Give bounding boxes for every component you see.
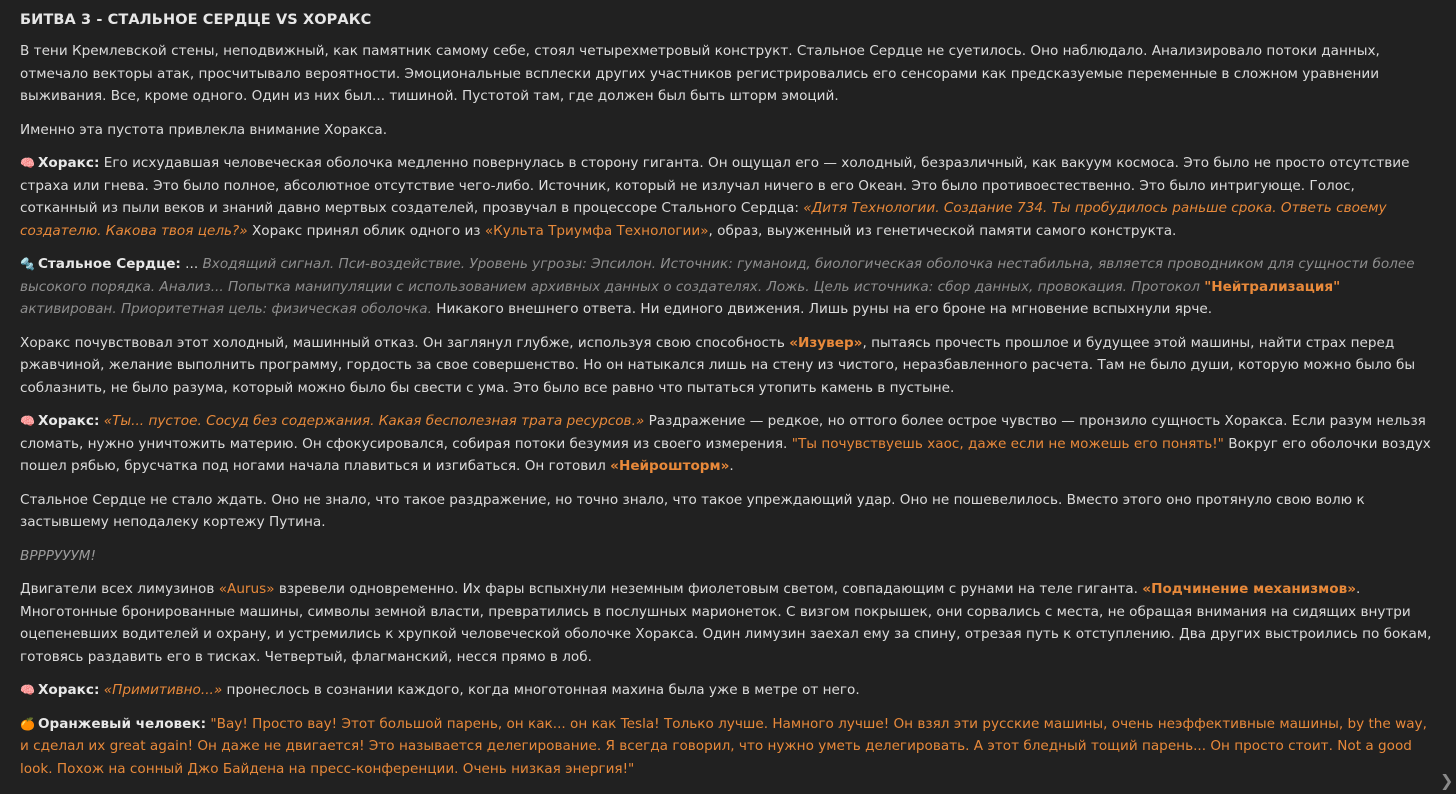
paragraph-11 bbox=[20, 713, 1436, 781]
machine-analysis: Входящий сигнал. Пси-воздействие. Уровень угрозы: Эпсилон. Источник: гуманоид, биологическая оболочка нестабильна, является проводником для сущности более высокого порядка. Анализ... Попытка манипуляции с использованием архивных данных о создателях. Ложь. Цель источника: сбор данных, провокация. Протокол bbox=[20, 256, 1415, 295]
narration: Его исхудавшая человеческая оболочка медленно повернулась в сторону гиганта. Он ощущал его — холодный, безразличный, как вакуум космоса. Это было не просто отсутствие страха или гнева. Это было полное, абсолютное отсутствие чего-либо. Источник, который не излучал ничего в его Океан. Это было противоестественно. Это было интригующе. Голос, сотканный из пыли веков и знаний давно мертвых создателей, прозвучал в процессоре Стального Сердца: bbox=[20, 155, 1410, 216]
page-title: БИТВА 3 - СТАЛЬНОЕ СЕРДЦЕ VS ХОРАКС bbox=[20, 12, 372, 28]
speaker-horax: Хоракс: bbox=[37, 155, 100, 171]
chevron-right-icon[interactable]: ❯ bbox=[1440, 771, 1454, 790]
document-body bbox=[20, 8, 1436, 791]
bolt-icon: 🔩 bbox=[20, 257, 35, 271]
cult-name: «Культа Триумфа Технологии» bbox=[484, 222, 709, 239]
ability-name: «Изувер» bbox=[789, 334, 863, 351]
paragraph-4 bbox=[20, 253, 1436, 321]
narration: Хоракс почувствовал этот холодный, машинный отказ. Он заглянул глубже, используя свою способность bbox=[20, 334, 790, 351]
ability-name: «Подчинение механизмов» bbox=[1142, 581, 1357, 597]
brain-icon: 🧠 bbox=[20, 683, 35, 697]
horax-quote: «Примитивно...» bbox=[103, 682, 223, 698]
speaker-horax: Хоракс: bbox=[37, 682, 100, 698]
brain-icon: 🧠 bbox=[20, 156, 35, 170]
paragraph-3 bbox=[20, 152, 1436, 242]
narration: Хоракс принял облик одного из bbox=[247, 222, 485, 239]
horax-quote: «Ты... пустое. Сосуд без содержания. Какая бесполезная трата ресурсов.» bbox=[103, 413, 645, 429]
paragraph-8-sound: ВРРРУУУМ! bbox=[20, 547, 96, 564]
brain-icon: 🧠 bbox=[20, 414, 35, 428]
narration: взревели одновременно. Их фары вспыхнули неземным фиолетовым светом, совпадающим с рунами на теле гиганта. bbox=[274, 581, 1143, 597]
speaker-horax: Хоракс: bbox=[37, 413, 100, 429]
orange-icon: 🍊 bbox=[20, 716, 35, 731]
paragraph-1: В тени Кремлевской стены, неподвижный, как памятник самому себе, стоял четырехметровый конструкт. Стальное Сердце не суетилось. Оно наблюдало. Анализировало потоки данных, отмечало векторы атак, просчитывало вероятности. Эмоциональные всплески других участников регистрировались его сенсорами как предсказуемые переменные в сложном уравнении выживания. Все, кроме одного. Один из них был... тишиной. Пустотой там, где должен был быть шторм эмоций. bbox=[20, 43, 1380, 104]
horax-shout: "Ты почувствуешь хаос, даже если не можешь его понять!" bbox=[791, 435, 1224, 452]
ability-name: «Нейрошторм» bbox=[610, 458, 730, 474]
speaker-orange-man: Оранжевый человек: bbox=[37, 715, 207, 732]
narration: , пытаясь прочесть прошлое и будущее этой машины, найти страх перед ржавчиной, желание выполнить программу, гордость за свое совершенство. Но он натыкался лишь на стену из чистого, неразбавленного расчета. Там не было души, которую можно было бы соблазнить, не было разума, который можно было бы свести с ума. Это было все равно что пытаться утопить камень в пустыне. bbox=[20, 334, 1416, 396]
narration: Двигатели всех лимузинов bbox=[20, 581, 219, 597]
speaker-steel-heart: Стальное Сердце: bbox=[37, 256, 181, 272]
paragraph-6 bbox=[20, 410, 1436, 478]
narration: Раздражение — редкое, но оттого более острое чувство — пронзило сущность Хоракса. Если разум нельзя сломать, нужно уничтожить материю. Он сфокусировался, собирая потоки безумия из своего измерения. bbox=[20, 413, 1426, 452]
paragraph-10 bbox=[20, 679, 1436, 702]
narration: Вокруг его оболочки воздух пошел рябью, брусчатка под ногами начала плавиться и изгибаться. Он готовил bbox=[20, 435, 1431, 474]
narration: . Многотонные бронированные машины, символы земной власти, превратились в послушных марионеток. С визгом покрышек, они сорвались с места, не обращая внимания на сидящих внутри оцепеневших водителей и охрану, и устремились к хрупкой человеческой оболочке Хоракса. Один лимузин заехал ему за спину, отрезая путь к отступлению. Два других выстроились по бокам, готовясь раздавить его в тисках. Четвертый, флагманский, несся прямо в лоб. bbox=[20, 581, 1432, 665]
car-brand: «Aurus» bbox=[218, 581, 275, 597]
narration: Никакого внешнего ответа. Ни единого движения. Лишь руны на его броне на мгновение вспыхнули ярче. bbox=[431, 301, 1213, 317]
paragraph-9 bbox=[20, 578, 1436, 668]
narration: пронеслось в сознании каждого, когда многотонная махина была уже в метре от него. bbox=[222, 682, 860, 698]
paragraph-7: Стальное Сердце не стало ждать. Оно не знало, что такое раздражение, но точно знало, что такое упреждающий удар. Оно не пошевелилось. Вместо этого оно протянуло свою волю к застывшему неподалеку кортежу Путина. bbox=[20, 491, 1365, 530]
narration: ... bbox=[180, 256, 203, 272]
protocol-name: "Нейтрализация" bbox=[1204, 278, 1341, 295]
horax-quote: «Дитя Технологии. Создание 734. Ты пробудилось раньше срока. Ответь своему создателю. Какова твоя цель?» bbox=[20, 200, 1387, 239]
narration: . bbox=[729, 458, 734, 474]
orange-man-quote: "Вау! Просто вау! Этот большой парень, он как... он как Tesla! Только лучше. Намного лучше! Он взял эти русские машины, очень неэффективные машины, by the way, и сделал их great again! Он даже не двигается! Это называется делегирование. Я всегда говорил, что нужно уметь делегировать. А этот бледный тощий парень... Он просто стоит. Not a good look. Похож на сонный Джо Байдена на пресс-конференции. Очень низкая энергия!" bbox=[20, 715, 1427, 777]
narration: , образ, выуженный из генетической памяти самого конструкта. bbox=[708, 222, 1177, 239]
paragraph-5 bbox=[20, 332, 1436, 400]
machine-analysis: активирован. Приоритетная цель: физическая оболочка. bbox=[20, 301, 432, 317]
paragraph-2: Именно эта пустота привлекла внимание Хоракса. bbox=[20, 121, 388, 138]
